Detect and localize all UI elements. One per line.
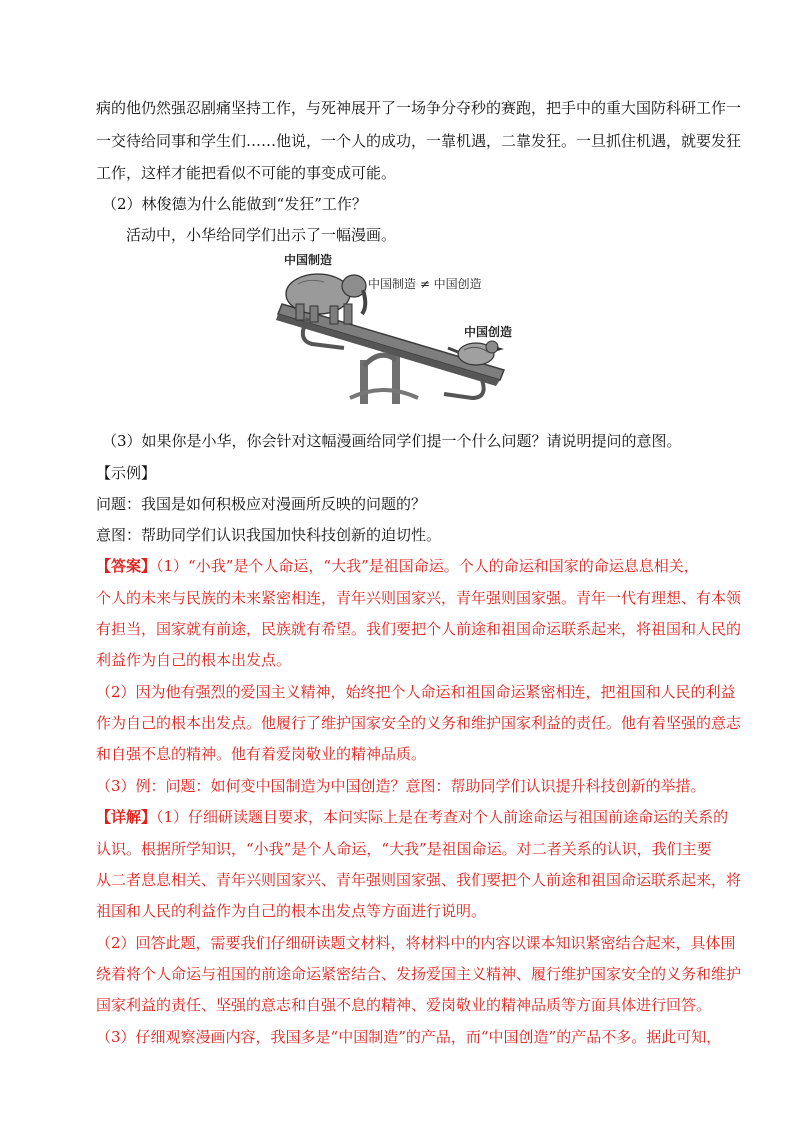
answer-line: （3）例：问题：如何变中国制造为中国创造？意图：帮助同学们认识提升科技创新的举措。	[96, 777, 706, 795]
label-created-in-china: 中国创造	[464, 325, 513, 339]
detail-line: 绕着将个人命运与祖国的前途命运紧密结合、发扬爱国主义精神、履行维护国家安全的义务和维护	[96, 965, 742, 983]
detail-line: 认识。根据所学知识，“小我”是个人命运，“大我”是祖国命运。对二者关系的认识，我们主要	[96, 840, 712, 858]
detail-line: （2）回答此题，需要我们仔细研读题文材料，将材料中的内容以课本知识紧密结合起来，具体围	[96, 934, 736, 952]
activity-intro: 活动中，小华给同学们出示了一幅漫画。	[126, 226, 397, 244]
cartoon-illustration	[268, 248, 540, 408]
answer-tag: 【答案】	[96, 557, 157, 575]
label-made-in-china: 中国制造	[284, 253, 333, 267]
label-equation: 中国制造 ≠ 中国创造	[368, 277, 482, 291]
cartoon-figure	[268, 248, 540, 408]
example-intent: 意图：帮助同学们认识我国加快科技创新的迫切性。	[96, 526, 442, 544]
answer-line: 个人的未来与民族的未来紧密相连，青年兴则国家兴，青年强则国家强。青年一代有理想、有本领	[96, 589, 742, 607]
answer-line: 有担当，国家就有前途，民族就有希望。我们要把个人前途和祖国命运联系起来，将祖国和人民的	[96, 620, 742, 638]
detail-line: 祖国和人民的利益作为自己的根本出发点等方面进行说明。	[96, 902, 487, 920]
answer-line: 利益作为自己的根本出发点。	[96, 651, 292, 669]
answer-line: （2）因为他有强烈的爱国主义精神，始终把个人命运和祖国命运紧密相连，把祖国和人民的利益	[96, 683, 736, 701]
answer-line: 作为自己的根本出发点。他履行了维护国家安全的义务和维护国家利益的责任。他有着坚强的意志	[96, 714, 742, 732]
question-3: （3）如果你是小华，你会针对这幅漫画给同学们提一个什么问题？请说明提问的意图。	[102, 432, 682, 450]
answer-line: 和自强不息的精神。他有着爱岗敬业的精神品质。	[96, 745, 427, 763]
paragraph-line: 一交待给同事和学生们……他说，一个人的成功，一靠机遇，二靠发狂。一旦抓住机遇，就要发狂	[96, 132, 742, 150]
detail-line: 国家利益的责任、坚强的意志和自强不息的精神、爱岗敬业的精神品质等方面具体进行回答。	[96, 996, 712, 1014]
example-tag: 【示例】	[96, 464, 157, 482]
detail-line	[96, 808, 729, 827]
paragraph-line: 工作，这样才能把看似不可能的事变成可能。	[96, 164, 397, 182]
example-question: 问题：我国是如何积极应对漫画所反映的问题的？	[96, 495, 427, 513]
detail-text: （1）仔细研读题目要求，本问实际上是在考查对个人前途命运与祖国前途命运的关系的	[156, 808, 729, 826]
answer-line	[96, 557, 710, 576]
detail-line: 从二者息息相关、青年兴则国家兴、青年强则国家强、我们要把个人前途和祖国命运联系起来，将	[96, 871, 742, 889]
detail-tag: 【详解】	[96, 808, 157, 826]
question-2: （2）林俊德为什么能做到“发狂”工作？	[102, 195, 367, 213]
detail-line: （3）仔细观察漫画内容，我国多是“中国制造”的产品，而“中国创造”的产品不多。据此可知，	[96, 1028, 722, 1046]
answer-text: （1）“小我”是个人命运，“大我”是祖国命运。个人的命运和国家的命运息息相关，	[156, 557, 699, 575]
paragraph-line: 病的他仍然强忍剧痛坚持工作，与死神展开了一场争分夺秒的赛跑，把手中的重大国防科研工作一	[96, 99, 742, 117]
